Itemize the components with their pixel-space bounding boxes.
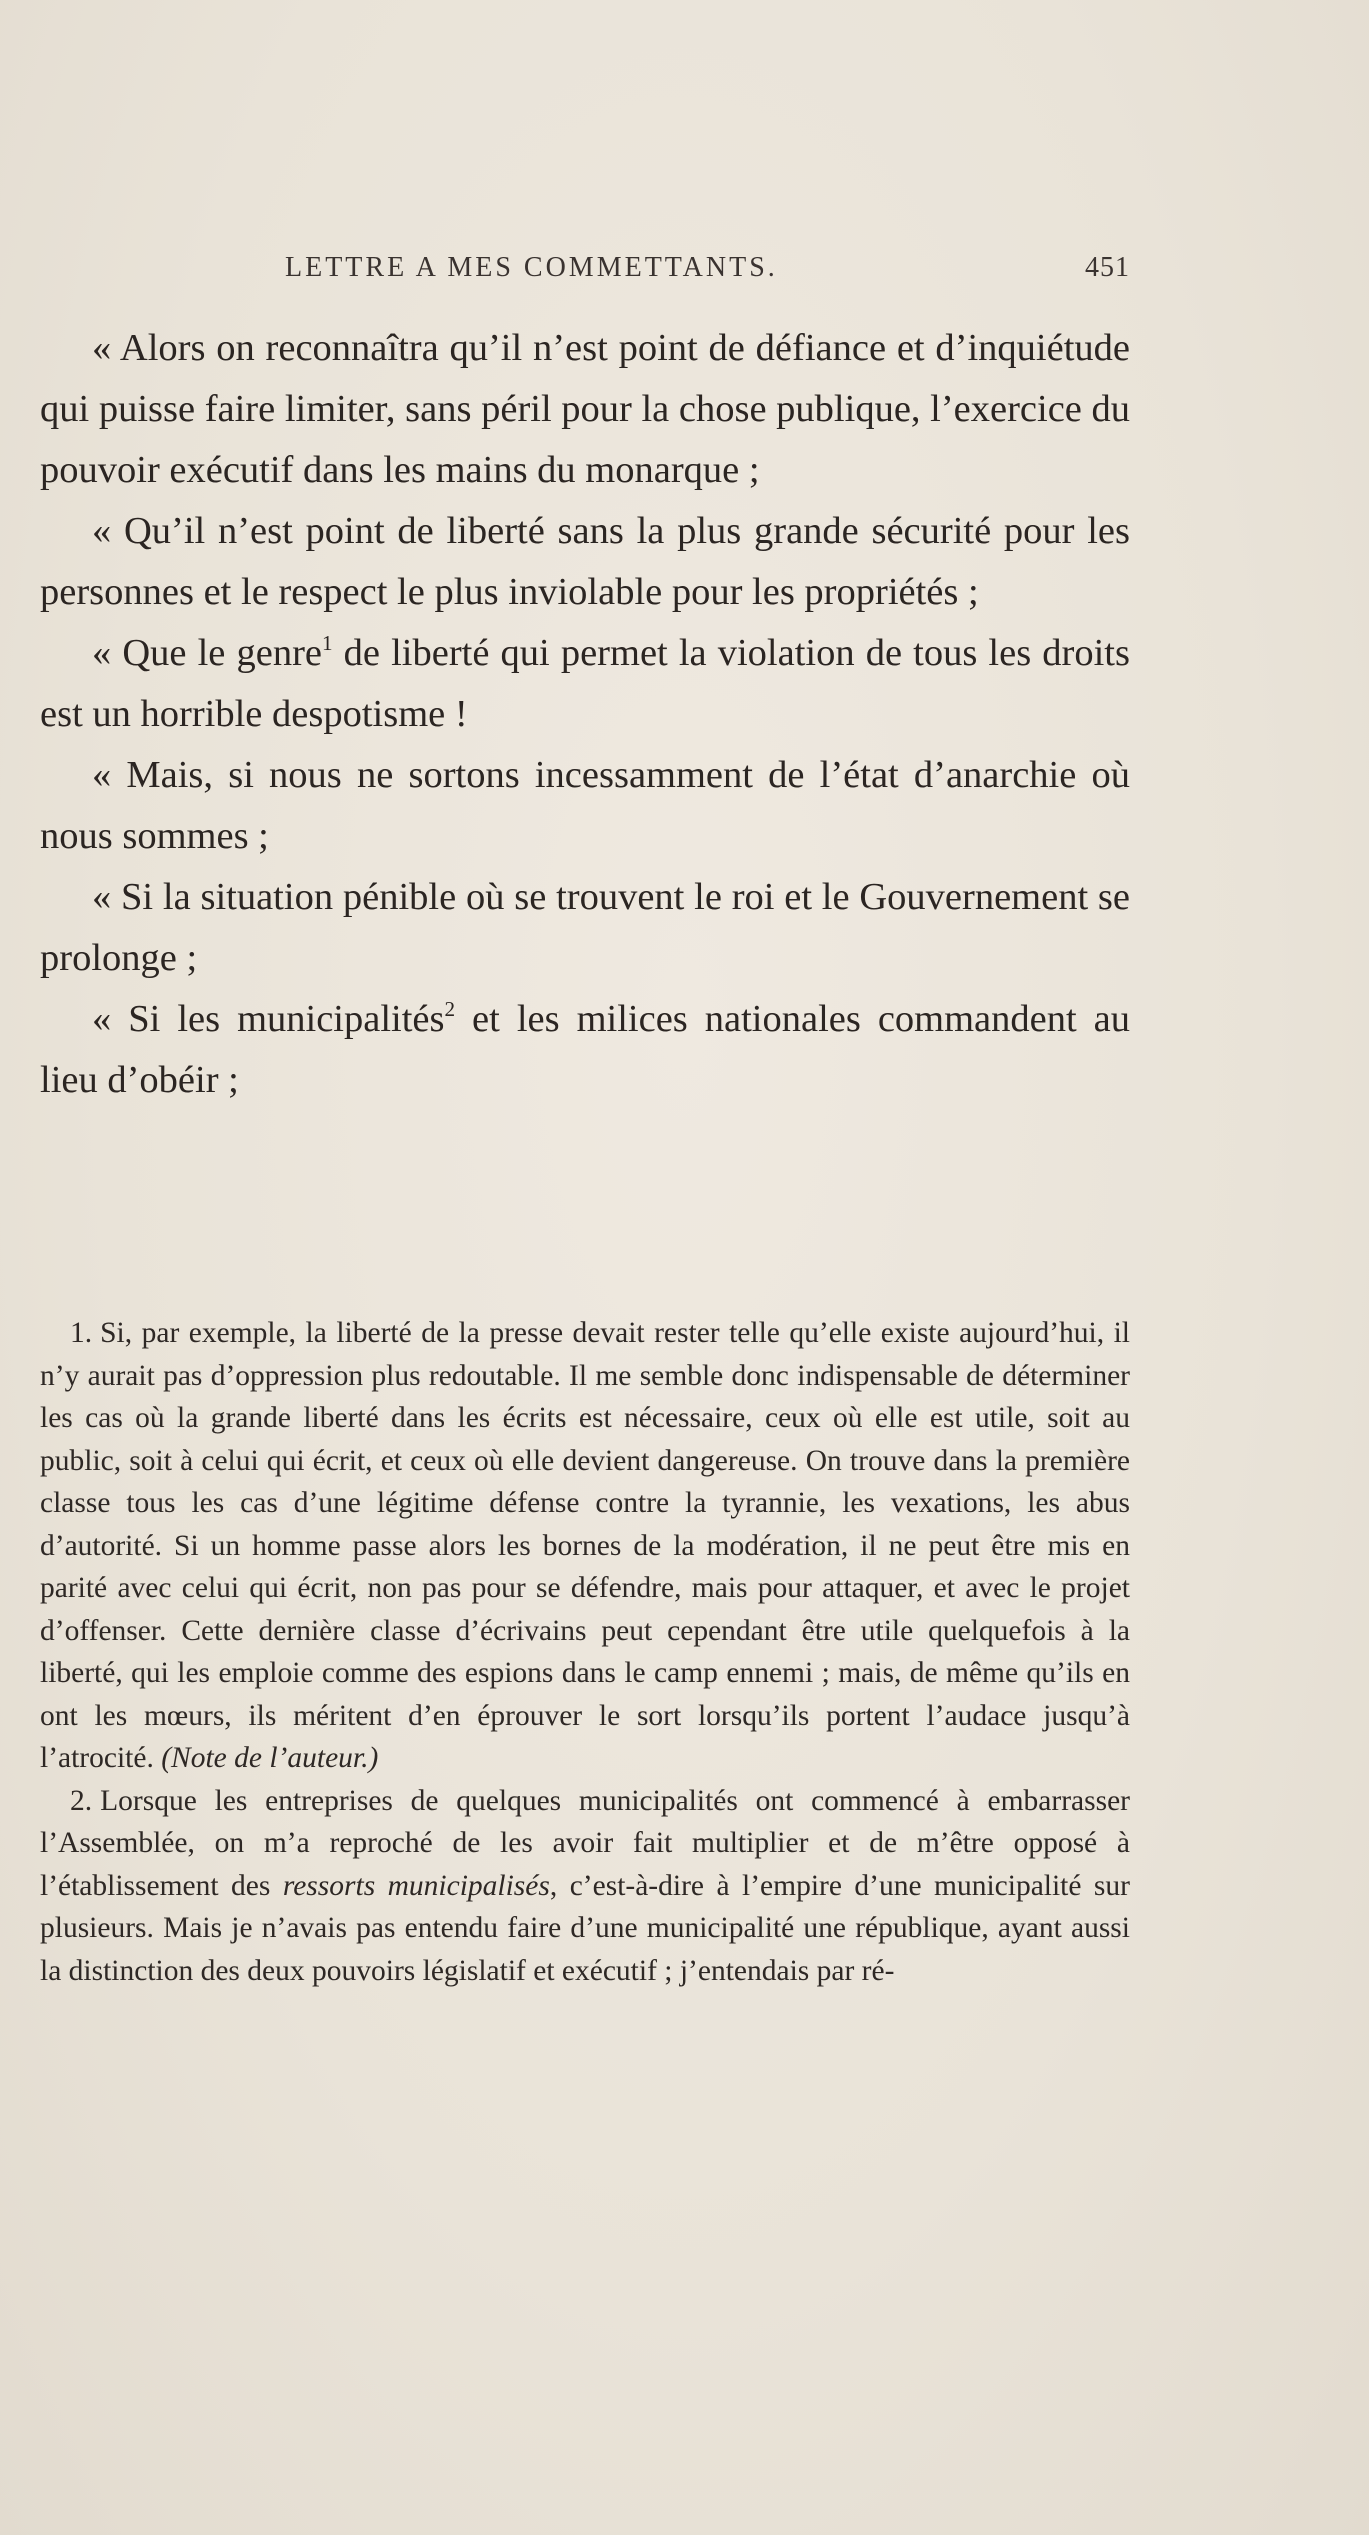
paragraph: « Alors on reconnaîtra qu’il n’est point de défiance et d’inquiétude qui puisse faire limiter, sans péril pour la chose publique, l’exercice du pouvoir exécutif dans les mains du monarque ; xyxy=(40,327,1131,491)
footnote-number: 2. xyxy=(70,1784,93,1817)
paragraph: « Si les municipalités$^2$ et les milices nationales commandent au lieu d’obéir ; xyxy=(40,997,1130,1101)
footnote-attribution: (Note de l’auteur.) xyxy=(161,1742,379,1774)
page-number: 451 xyxy=(1085,252,1130,283)
running-head-title: LETTRE A MES COMMETTANTS. xyxy=(285,252,778,283)
footnote-number: 1. xyxy=(70,1317,93,1349)
main-text xyxy=(40,318,1130,1111)
footnote-italic: ressorts municipalisés xyxy=(282,1869,550,1902)
paragraph: « Qu’il n’est point de liberté sans la plus grande sécurité pour les personnes et le respect le plus inviolable pour les propriétés ; xyxy=(40,510,1130,613)
footnote-ref: 2 xyxy=(444,997,456,1022)
footnotes xyxy=(40,1312,1130,1992)
footnote xyxy=(40,1312,1130,1780)
footnote: 2. Lorsque les entreprises de quelques municipalités ont commencé à embarrasser l’Assemblée, on m’a reproché de les avoir fait multiplier et de m’être opposé à l’établissement des ressorts municipalisés, c’est-à-dire à l’empire d’une municipalité sur plusieurs. Mais je n’avais pas entendu faire d’une municipalité une république, ayant aussi la distinction des deux pouvoirs législatif et exécutif ; j’entendais par ré- xyxy=(40,1784,1130,1987)
footnote-text: Si, par exemple, la liberté de la presse devait rester telle qu’elle existe aujourd’hui, il n’y aurait pas d’oppression plus redoutable. Il me semble donc indispensable de déterminer les cas où la grande liberté dans les écrits est nécessaire, ceux où elle est utile, soit au public, soit à celui qui écrit, et ceux où elle devient dangereuse. On trouve dans la première classe tous les cas d’une légitime défense contre la tyrannie, les vexations, les abus d’autorité. Si un homme passe alors les bornes de la modération, il ne peut être mis en parité avec celui qui écrit, non pas pour se défendre, mais pour attaquer, et avec le projet d’offenser. Cette dernière classe d’écrivains peut cependant être utile quelquefois à la liberté, qui les emploie comme des espions dans le camp ennemi ; mais, de même qu’ils en ont les mœurs, ils méritent d’en éprouver le sort lorsqu’ils portent l’audace jusqu’à l’atrocité. xyxy=(40,1317,1130,1774)
paragraph: « Mais, si nous ne sortons incessamment de l’état d’anarchie où nous sommes ; xyxy=(40,754,1130,857)
footnote-ref: 1 xyxy=(321,631,333,656)
running-head xyxy=(285,252,1130,292)
paragraph: « Si la situation pénible où se trouvent le roi et le Gouvernement se prolonge ; xyxy=(40,876,1130,979)
paragraph: « Que le genre$^1$ de liberté qui permet la violation de tous les droits est un horrible despotisme ! xyxy=(40,631,1130,735)
